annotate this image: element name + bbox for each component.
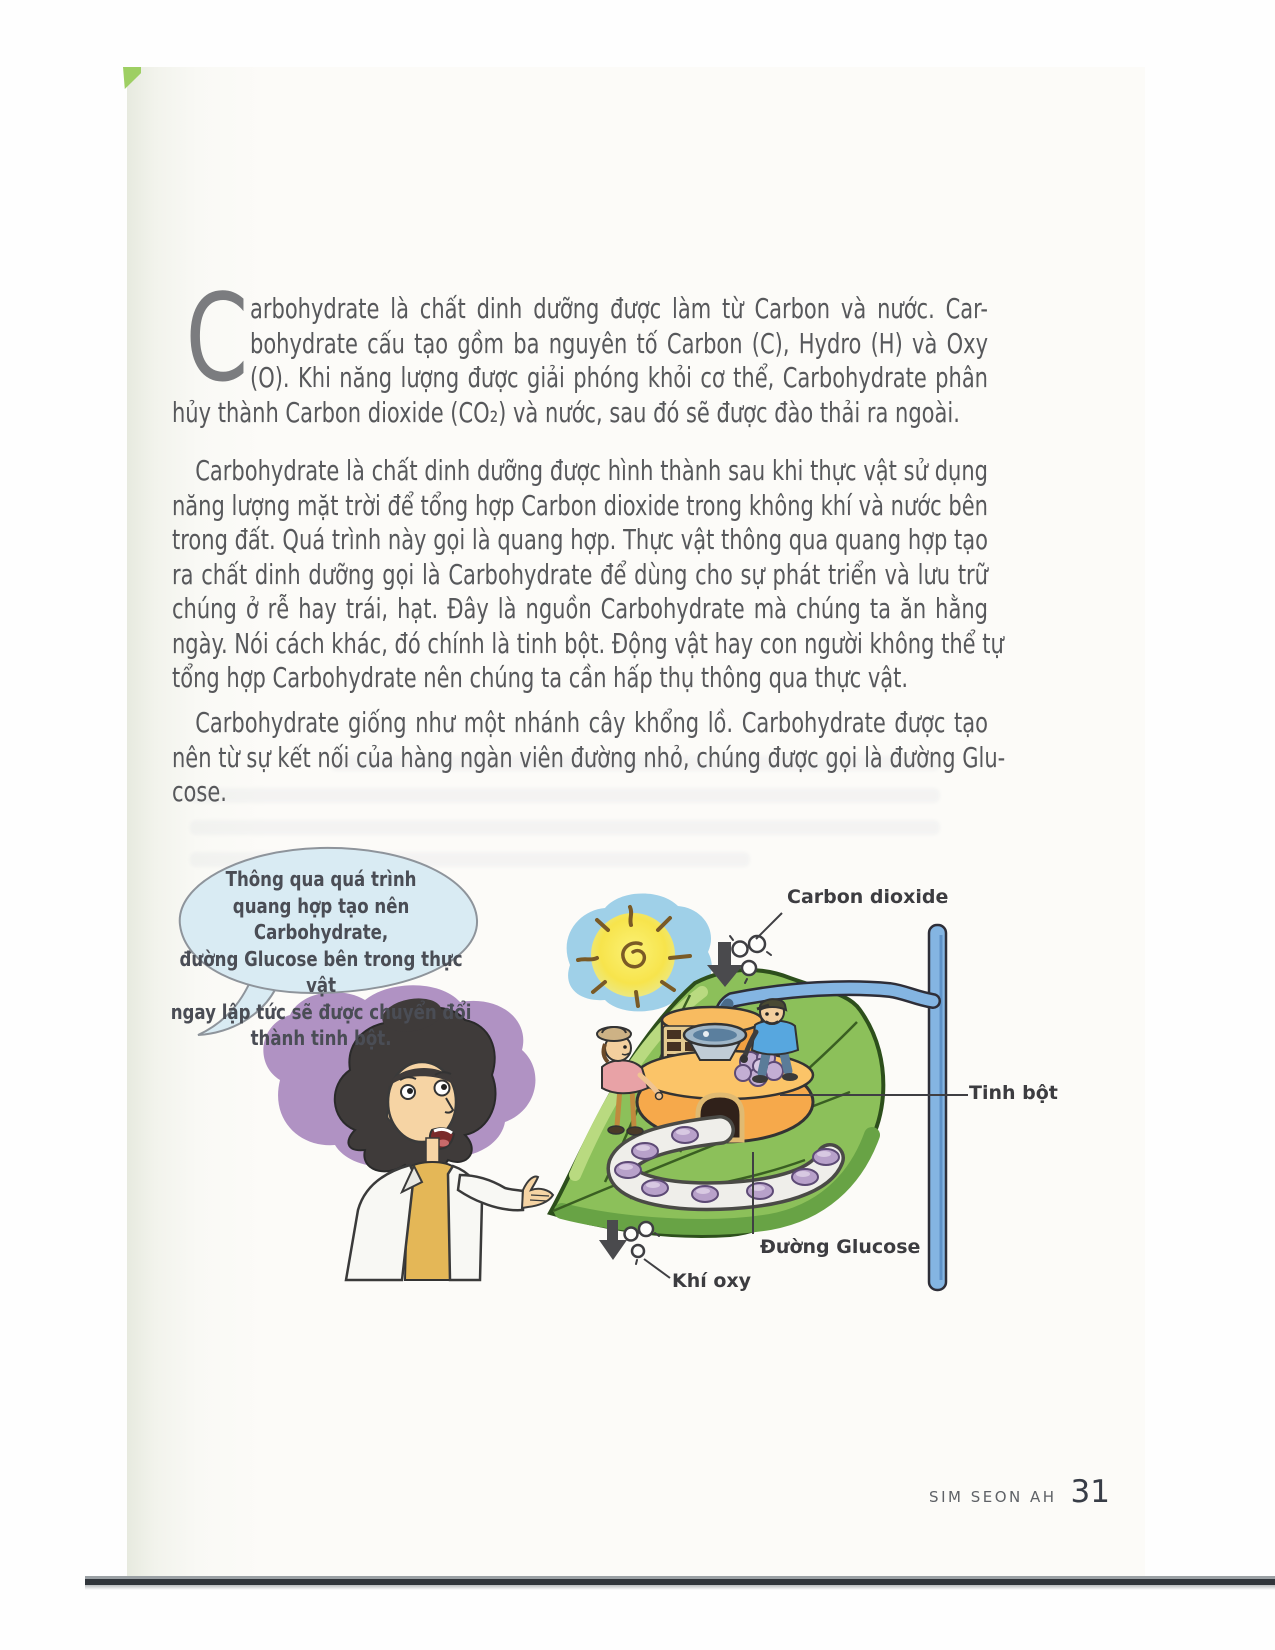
text-line: Carbohydrate giống như một nhánh cây khổng lồ. Carbohydrate được tạo — [195, 706, 988, 739]
page-stack-shadow — [85, 1585, 1275, 1590]
text-line: ra chất dinh dưỡng gọi là Carbohydrate để dùng cho sự phát triển và lưu trữ — [172, 557, 988, 591]
text-line: bohydrate cấu tạo gồm ba nguyên tố Carbon (C), Hydro (H) và Oxy — [250, 326, 988, 360]
bubble-line: thành tinh bột. — [250, 1026, 392, 1050]
text-line: hủy thành Carbon dioxide (CO₂) và nước, sau đó sẽ được đào thải ra ngoài. — [172, 395, 960, 429]
pointer-line-carbon-dioxide — [756, 913, 782, 939]
label-khi-oxy: Khí oxy — [672, 1270, 752, 1292]
footer-author: SIM SEON AH — [929, 1488, 1057, 1506]
text-line: năng lượng mặt trời để tổng hợp Carbon dioxide trong không khí và nước bên — [172, 488, 988, 522]
bubble-line: ngay lập tức sẽ được chuyển đổi — [170, 999, 472, 1024]
text-line: nên từ sự kết nối của hàng ngàn viên đường nhỏ, chúng được gọi là đường Glu- — [172, 740, 1006, 774]
label-carbon-dioxide: Carbon dioxide — [787, 886, 949, 908]
stem-pipe — [929, 925, 946, 1290]
text-line: tổng hợp Carbohydrate nên chúng ta cần hấp thụ thông qua thực vật. — [172, 661, 909, 694]
text-line: ngày. Nói cách khác, đó chính là tinh bột. Động vật hay con người không thể tự — [172, 626, 1004, 660]
speech-bubble-text — [170, 866, 472, 1052]
text-line: cose. — [172, 775, 227, 808]
footer-page-number: 31 — [1070, 1474, 1110, 1510]
page-footer — [850, 1474, 1110, 1510]
paragraph-2 — [172, 454, 1004, 696]
text-line: chúng ở rễ hay trái, hạt. Đây là nguồn Carbohydrate mà chúng ta ăn hằng — [172, 592, 988, 625]
text-line: Carbohydrate là chất dinh dưỡng được hình thành sau khi thực vật sử dụng — [195, 454, 988, 487]
pointer-line-khi-oxy — [644, 1259, 670, 1278]
o2-arrow-icon — [599, 1220, 659, 1264]
bubble-line: Thông qua quá trình — [225, 867, 417, 891]
text-line: trong đất. Quá trình này gọi là quang hợp. Thực vật thông qua quang hợp tạo — [172, 523, 988, 556]
text-line: arbohydrate là chất dinh dưỡng được làm từ Carbon và nước. Car- — [250, 292, 988, 325]
bubble-line: đường Glucose bên trong thực vật — [179, 946, 463, 997]
paragraph-1 — [172, 270, 988, 430]
text-line: (O). Khi năng lượng được giải phóng khỏi cơ thể, Carbohydrate phân — [250, 361, 988, 394]
label-duong-glucose: Đường Glucose — [760, 1236, 921, 1258]
dropcap-letter: C — [185, 270, 249, 409]
bubble-line: quang hợp tạo nên Carbohydrate, — [232, 893, 410, 944]
paragraph-3 — [172, 706, 1006, 810]
label-tinh-bot: Tinh bột — [969, 1082, 1058, 1104]
